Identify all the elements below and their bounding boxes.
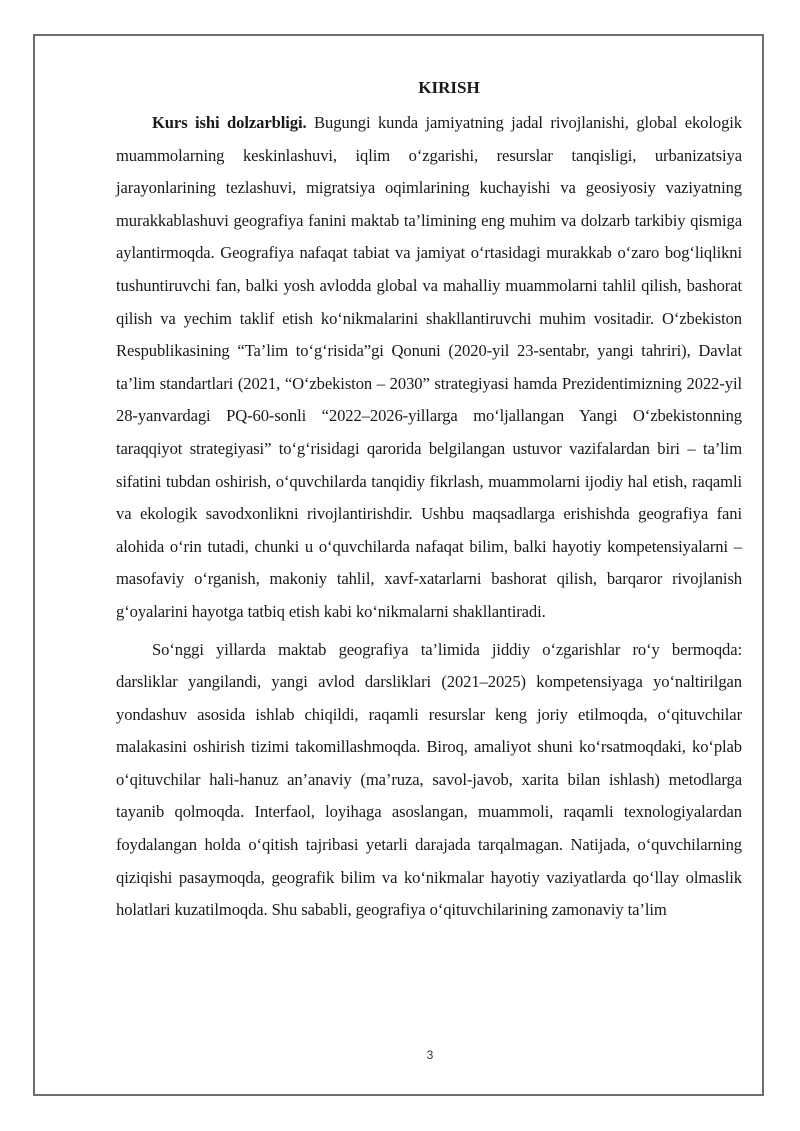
page-number: 3	[426, 1048, 434, 1062]
paragraph-lead: Kurs ishi dolzarbligi.	[152, 113, 307, 132]
section-heading: KIRISH	[418, 78, 480, 97]
paragraph-text: Bugungi kunda jamiyatning jadal rivojlanishi, global ekologik muammolarning keskinlashuvi, iqlim o‘zgarishi, resurslar tanqisligi, urbanizatsiya jarayonlarining tezlashuvi, migratsiya oqimlarining kuchayishi va geosiyosiy vaziyatning murakkablashuvi geografiya fanini maktab ta’limining eng muhim va dolzarb tarkibiy qismiga aylantirmoqda. Geografiya nafaqat tabiat va jamiyat o‘rtasidagi murakkab o‘zaro bog‘liqlikni tushuntiruvchi fan, balki yosh avlodda global va mahalliy muammolarni tahlil qilish, bashorat qilish va yechim taklif etish ko‘nikmalarini shakllantiruvchi muhim vositadir. O‘zbekiston Respublikasining “Ta’lim to‘g‘risida”gi Qonuni (2020-yil 23-sentabr, yangi tahriri), Davlat ta’lim standartlari (2021, “O‘zbekiston – 2030” strategiyasi hamda Prezidentimizning 2022-yil 28-yanvardagi PQ-60-sonli “2022–2026-yillarga mo‘ljallangan Yangi O‘zbekistonning taraqqiyot strategiyasi” to‘g‘risidagi qarorida belgilangan ustuvor vazifalardan biri – ta’lim sifatini tubdan oshirish, o‘quvchilarda tanqidiy fikrlash, muammolarni ijodiy hal etish, raqamli va ekologik savodxonlikni rivojlantirishdir. Ushbu maqsadlarga erishishda geografiya fani alohida o‘rin tutadi, chunki u o‘quvchilarda nafaqat bilim, balki hayotiy kompetensiyalarni – masofaviy o‘rganish, makoniy tahlil, xavf-xatarlarni bashorat qilish, barqaror rivojlanish g‘oyalarini hayotga tatbiq etish kabi ko‘nikmalarni shakllantiradi.	[116, 113, 742, 621]
paragraph-relevance	[116, 107, 742, 629]
document-body	[116, 74, 742, 927]
paragraph-recent-changes: So‘nggi yillarda maktab geografiya ta’limida jiddiy o‘zgarishlar ro‘y bermoqda: darsliklar yangilandi, yangi avlod darsliklari (2021–2025) kompetensiyaga yo‘naltirilgan yondashuv asosida ishlab chiqildi, raqamli resurslar keng joriy etilmoqda, o‘qituvchilar malakasini oshirish tizimi takomillashmoqda. Biroq, amaliyot shuni ko‘rsatmoqdaki, ko‘plab o‘qituvchilar hali-hanuz an’anaviy (ma’ruza, savol-javob, xarita bilan ishlash) metodlarga tayanib qolmoqda. Interfaol, loyihaga asoslangan, muammoli, raqamli texnologiyalardan foydalangan holda o‘qitish tajribasi yetarli darajada tarqalmagan. Natijada, o‘quvchilarning qiziqishi pasaymoqda, geografik bilim va ko‘nikmalar hayotiy vaziyatlarda qo‘llay olmaslik holatlari kuzatilmoqda. Shu sababli, geografiya o‘qituvchilarining zamonaviy ta’lim	[116, 639, 742, 920]
